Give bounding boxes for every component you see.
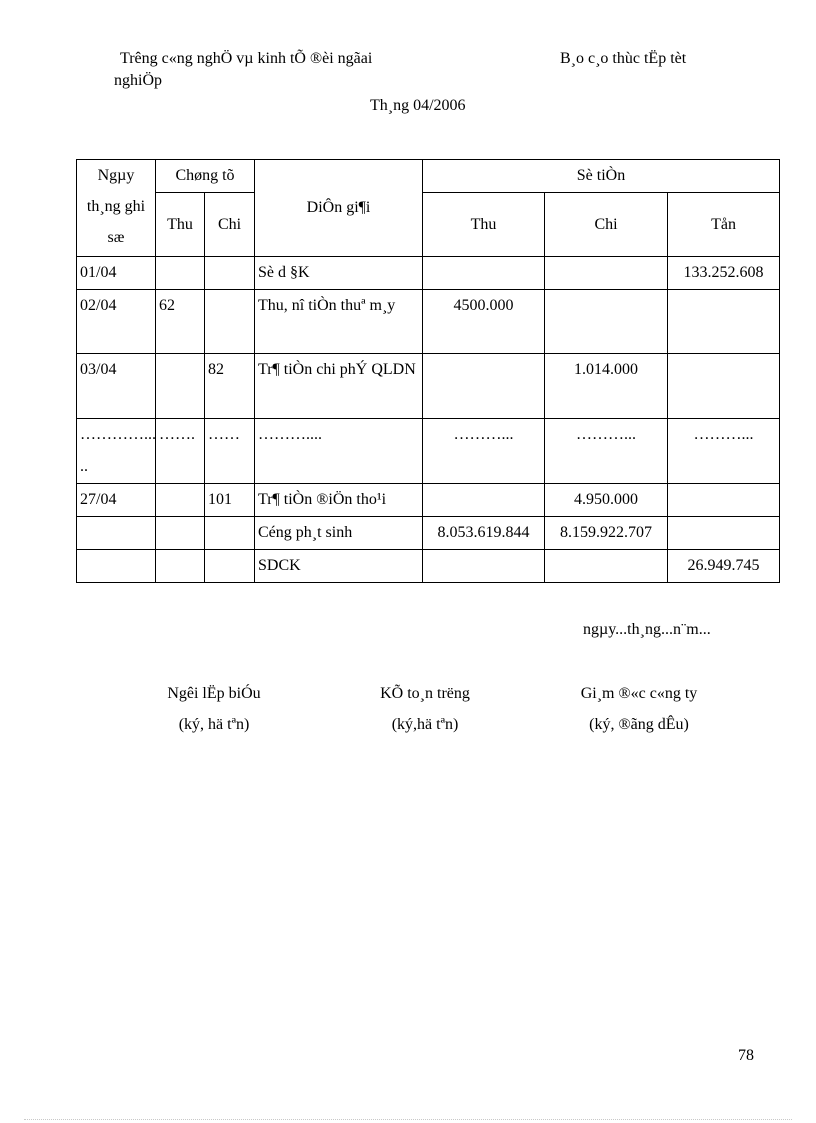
cell-voucher-chi (205, 550, 255, 583)
cell-date (77, 517, 156, 550)
cell-voucher-thu: ……. (156, 419, 205, 484)
page-number: 78 (738, 1047, 754, 1064)
signer-chief-accountant-note: (ký,hä tªn) (391, 716, 459, 733)
signer-chief-accountant (315, 678, 535, 740)
cell-thu: 8.053.619.844 (423, 517, 545, 550)
cell-chi (545, 550, 668, 583)
header-amount-balance: Tån (668, 193, 780, 257)
date-line: ngµy...th¸ng...n¨m... (583, 621, 711, 638)
cell-voucher-chi: …… (205, 419, 255, 484)
header-amount-thu: Thu (423, 193, 545, 257)
table-row (77, 517, 780, 550)
cell-balance (668, 354, 780, 419)
cell-date: 27/04 (77, 484, 156, 517)
table-row (77, 354, 780, 419)
cell-voucher-thu (156, 484, 205, 517)
cell-thu (423, 484, 545, 517)
cell-chi: 1.014.000 (545, 354, 668, 419)
header-description: DiÔn gi¶i (255, 160, 423, 257)
bottom-divider (24, 1119, 792, 1120)
cell-voucher-chi (205, 517, 255, 550)
cell-chi: 8.159.922.707 (545, 517, 668, 550)
cell-thu (423, 550, 545, 583)
header-left-line2: nghiÖp (114, 72, 162, 89)
cell-thu (423, 354, 545, 419)
cell-date (77, 550, 156, 583)
signer-chief-accountant-title: KÕ to¸n trëng (380, 685, 470, 702)
cell-date: 03/04 (77, 354, 156, 419)
cell-voucher-thu (156, 550, 205, 583)
cell-chi: 4.950.000 (545, 484, 668, 517)
table-row (77, 290, 780, 354)
signer-preparer-note: (ký, hä tªn) (178, 716, 250, 733)
header-right: B¸o c¸o thùc tËp tèt (560, 50, 687, 67)
header-amount: Sè tiÒn (423, 160, 780, 193)
cell-chi (545, 290, 668, 354)
cell-balance (668, 484, 780, 517)
cell-balance: 133.252.608 (668, 257, 780, 290)
cell-thu: 4500.000 (423, 290, 545, 354)
cell-description: Céng ph¸t sinh (255, 517, 423, 550)
signer-preparer-title: Ngêi lËp biÓu (167, 685, 261, 702)
cell-voucher-chi (205, 257, 255, 290)
cell-voucher-thu (156, 257, 205, 290)
cell-date-line1: …………... (80, 426, 156, 443)
table-row (77, 484, 780, 517)
header-date (77, 160, 156, 257)
header-left-line1: Trêng c«ng nghÖ vµ kinh tÕ ®èi ngãai (120, 50, 373, 67)
cell-description: Thu, nî tiÒn thuª m¸y (255, 290, 423, 354)
cell-thu: ………... (423, 419, 545, 484)
signer-director-note: (ký, ®ãng dÊu) (589, 716, 689, 733)
cell-balance (668, 517, 780, 550)
cell-date: 01/04 (77, 257, 156, 290)
signer-director (529, 678, 749, 740)
cell-date: 02/04 (77, 290, 156, 354)
cell-chi (545, 257, 668, 290)
cell-description: Tr¶ tiÒn chi phÝ QLDN (255, 354, 423, 419)
cell-voucher-chi: 82 (205, 354, 255, 419)
cell-voucher-chi: 101 (205, 484, 255, 517)
signer-preparer (104, 678, 324, 740)
signer-director-title: Gi¸m ®«c c«ng ty (580, 685, 698, 702)
cell-description: Sè d §K (255, 257, 423, 290)
cell-balance: 26.949.745 (668, 550, 780, 583)
cell-chi: ………... (545, 419, 668, 484)
cell-voucher-thu (156, 354, 205, 419)
report-subtitle: Th¸ng 04/2006 (370, 97, 466, 114)
cell-balance: ………... (668, 419, 780, 484)
table-subheader-row (77, 193, 780, 257)
cell-description: SDCK (255, 550, 423, 583)
cell-description: Tr¶ tiÒn ®iÖn tho¹i (255, 484, 423, 517)
header-voucher: Chøng tõ (156, 160, 255, 193)
header-voucher-chi: Chi (205, 193, 255, 257)
table-row (77, 550, 780, 583)
cell-voucher-thu (156, 517, 205, 550)
cash-ledger-table (76, 159, 780, 583)
cell-thu (423, 257, 545, 290)
cell-voucher-thu: 62 (156, 290, 205, 354)
cell-balance (668, 290, 780, 354)
cell-voucher-chi (205, 290, 255, 354)
cell-date-line2: .. (80, 458, 88, 475)
header-date-label: Ngµy th¸ng ghi sæ (86, 167, 146, 246)
cell-date (77, 419, 156, 484)
header-amount-chi: Chi (545, 193, 668, 257)
header-voucher-thu: Thu (156, 193, 205, 257)
table-header-row (77, 160, 780, 193)
table-row (77, 257, 780, 290)
cell-description: ……….... (255, 419, 423, 484)
table-row (77, 419, 780, 484)
